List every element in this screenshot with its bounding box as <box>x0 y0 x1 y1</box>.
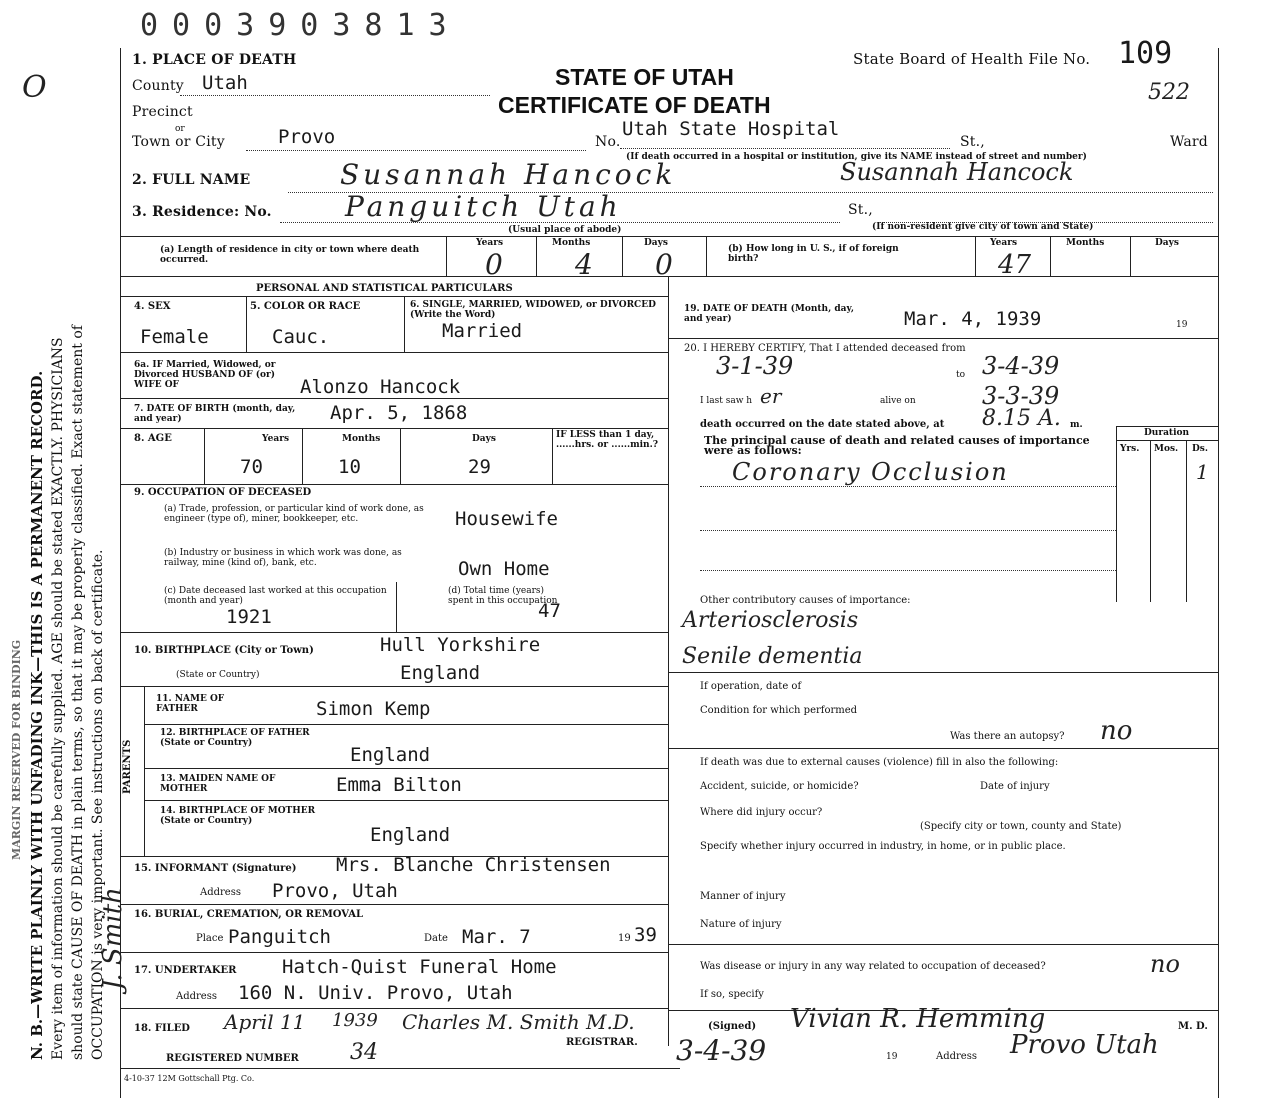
marital-value: Married <box>442 320 523 342</box>
certificate-title: CERTIFICATE OF DEATH <box>498 92 771 118</box>
undertaker-label: 17. UNDERTAKER <box>134 965 237 976</box>
sign-century-label: 19 <box>886 1052 898 1062</box>
town-label: Town or City <box>132 134 225 150</box>
father-value: Simon Kemp <box>316 698 431 720</box>
occupation-d-label: (d) Total time (years) spent in this occupation <box>448 586 558 606</box>
res-years-label: Years <box>476 238 504 248</box>
age-days-value: 29 <box>468 456 491 478</box>
margin-note-line3: should state CAUSE OF DEATH in plain terms, so that it may be properly classified. Exact statement of <box>70 325 86 1060</box>
age-years-value: 70 <box>240 456 263 478</box>
burial-date-label: Date <box>424 933 448 944</box>
age-years-label: Years <box>262 434 290 444</box>
ward-label: Ward <box>1170 134 1208 150</box>
registered-number-value: 34 <box>350 1040 378 1065</box>
birthplace-state-label: (State or Country) <box>176 670 260 680</box>
burial-century-label: 19 <box>618 933 631 944</box>
occupation-a-label: (a) Trade, profession, or particular kind of work done, as engineer (type of), miner, bookkeeper, etc. <box>164 504 424 524</box>
death-time-m-label: m. <box>1070 420 1083 430</box>
sex-value: Female <box>140 326 209 348</box>
occupation-b-label: (b) Industry or business in which work was done, as railway, mine (kind of), bank, etc. <box>164 548 402 568</box>
certify-label: 20. I HEREBY CERTIFY, That I attended deceased from <box>684 343 966 354</box>
residence-label: 3. Residence: No. <box>132 204 272 220</box>
institution-value: Utah State Hospital <box>622 118 840 140</box>
autopsy-label: Was there an autopsy? <box>950 731 1065 742</box>
attended-from-value: 3-1-39 <box>716 352 794 380</box>
registrar-label: REGISTRAR. <box>566 1037 638 1048</box>
full-name-handwritten: Susannah Hancock <box>340 158 677 191</box>
dod-century-label: 19 <box>1176 320 1188 330</box>
undertaker-address-value: 160 N. Univ. Provo, Utah <box>238 982 513 1004</box>
us-days-label: Days <box>1155 238 1179 248</box>
spouse-label: 6a. IF Married, Widowed, or Divorced HUSBAND OF (or) WIFE OF <box>134 360 276 390</box>
alive-on-label: alive on <box>880 396 916 406</box>
residence-st-label: St., <box>848 202 873 218</box>
filed-year-value: 1939 <box>332 1010 378 1031</box>
manner-label: Manner of injury <box>700 891 786 902</box>
no-label: No. <box>595 134 621 150</box>
age-months-label: Months <box>342 434 381 444</box>
operation-label: If operation, date of <box>700 681 802 692</box>
street-label: St., <box>960 134 985 150</box>
duration-yrs-label: Yrs. <box>1120 444 1140 454</box>
us-years-label: Years <box>990 238 1018 248</box>
or-label: or <box>175 124 185 134</box>
res-days-value: 0 <box>655 248 673 281</box>
printer-footer: 4-10-37 12M Gottschall Ptg. Co. <box>124 1074 255 1083</box>
res-months-value: 4 <box>575 248 593 281</box>
town-value: Provo <box>278 126 336 148</box>
county-label: County <box>132 78 184 94</box>
res-days-label: Days <box>644 238 668 248</box>
other-cause-2: Senile dementia <box>682 644 863 669</box>
full-name-typed: Susannah Hancock <box>840 158 1074 186</box>
mother-birthplace-value: England <box>370 824 451 846</box>
us-residence-label: (b) How long in U. S., if of foreign birth? <box>728 244 899 264</box>
burial-year-value: 39 <box>634 924 657 946</box>
informant-value: Mrs. Blanche Christensen <box>336 854 611 876</box>
res-months-label: Months <box>552 238 591 248</box>
birthplace-label: 10. BIRTHPLACE (City or Town) <box>134 645 314 656</box>
informant-address-label: Address <box>200 887 241 898</box>
place-of-death-label: 1. PLACE OF DEATH <box>132 52 297 68</box>
color-value: Cauc. <box>272 326 330 348</box>
color-label: 5. COLOR OR RACE <box>250 301 361 312</box>
other-causes-label: Other contributory causes of importance: <box>700 595 911 606</box>
signed-label: (Signed) <box>708 1021 757 1032</box>
sex-label: 4. SEX <box>134 301 171 312</box>
undertaker-value: Hatch-Quist Funeral Home <box>282 956 557 978</box>
occupation-related-value: no <box>1150 950 1180 978</box>
attended-to-label: to <box>956 370 966 380</box>
frame-left <box>120 48 121 1098</box>
alive-on-value: 3-3-39 <box>982 382 1060 410</box>
age-days-label: Days <box>472 434 496 444</box>
sign-date-value: 3-4-39 <box>676 1034 767 1067</box>
if-so-label: If so, specify <box>700 989 764 1000</box>
registered-number-label: REGISTERED NUMBER <box>166 1053 299 1064</box>
nature-label: Nature of injury <box>700 919 782 930</box>
occupation-a-value: Housewife <box>455 508 558 530</box>
usual-abode-note: (Usual place of abode) <box>508 225 622 235</box>
filed-label: 18. FILED <box>134 1023 190 1034</box>
father-birthplace-label: 12. BIRTHPLACE OF FATHER (State or Country) <box>160 728 310 748</box>
age-months-value: 10 <box>338 456 361 478</box>
personal-section-label: PERSONAL AND STATISTICAL PARTICULARS <box>256 283 513 294</box>
attended-to-value: 3-4-39 <box>982 352 1060 380</box>
mother-value: Emma Bilton <box>336 774 462 796</box>
burial-label: 16. BURIAL, CREMATION, OR REMOVAL <box>134 909 364 920</box>
birthplace-country-value: England <box>400 662 481 684</box>
occupation-d-value: 47 <box>538 600 561 622</box>
occupation-b-value: Own Home <box>458 558 550 580</box>
father-label: 11. NAME OF FATHER <box>156 694 225 714</box>
last-saw-label: I last saw h <box>700 396 753 406</box>
injury-where-label: Where did injury occur? <box>700 807 823 818</box>
burial-place-value: Panguitch <box>228 926 331 948</box>
duration-label: Duration <box>1144 428 1190 438</box>
informant-label: 15. INFORMANT (Signature) <box>134 863 297 874</box>
physician-address-value: Provo Utah <box>1010 1030 1159 1060</box>
duration-mos-label: Mos. <box>1154 444 1179 454</box>
physician-address-label: Address <box>936 1051 977 1062</box>
state-title: STATE OF UTAH <box>555 64 734 90</box>
birthplace-city-value: Hull Yorkshire <box>380 634 541 656</box>
age-label: 8. AGE <box>134 433 172 444</box>
us-months-label: Months <box>1066 238 1105 248</box>
accident-label: Accident, suicide, or homicide? <box>700 781 859 792</box>
external-causes-label: If death was due to external causes (violence) fill in also the following: <box>700 757 1059 768</box>
mother-label: 13. MAIDEN NAME OF MOTHER <box>160 774 276 794</box>
physician-signature: Vivian R. Hemming <box>790 1004 1046 1034</box>
occupation-label: 9. OCCUPATION OF DECEASED <box>134 487 312 498</box>
res-years-value: 0 <box>485 248 503 281</box>
other-cause-1: Arteriosclerosis <box>682 608 859 633</box>
injury-specify-label: (Specify city or town, county and State) <box>920 821 1122 832</box>
frame-right <box>1218 48 1219 1098</box>
precinct-label: Precinct <box>132 104 193 120</box>
injury-industry-label: Specify whether injury occurred in industry, in home, or in public place. <box>700 841 1066 852</box>
death-time-value: 8.15 A. <box>982 406 1061 431</box>
file-label: State Board of Health File No. <box>853 50 1091 68</box>
marital-label: 6. SINGLE, MARRIED, WIDOWED, or DIVORCED (Write the Word) <box>410 300 656 320</box>
death-time-label: death occurred on the date stated above, at <box>700 419 945 430</box>
extra-number: 522 <box>1148 80 1190 105</box>
margin-note-line1: N. B.—WRITE PLAINLY WITH UNFADING INK—THIS IS A PERMANENT RECORD. <box>28 370 46 1060</box>
duration-ds-label: Ds. <box>1192 444 1209 454</box>
margin-signature: J. Smith <box>98 887 128 990</box>
undertaker-address-label: Address <box>176 991 217 1002</box>
occupation-related-label: Was disease or injury in any way related to occupation of deceased? <box>700 961 1046 972</box>
file-number: 109 <box>1118 36 1173 71</box>
injury-date-label: Date of injury <box>980 781 1050 792</box>
serial-number: 0003903813 <box>140 8 461 43</box>
less-than-day-label: IF LESS than 1 day, ......hrs. or ......min.? <box>556 430 658 450</box>
dob-label: 7. DATE OF BIRTH (month, day, and year) <box>134 404 296 424</box>
occupation-c-value: 1921 <box>226 606 272 628</box>
margin-note-line2: Every item of information should be carefully supplied. AGE should be stated EXACTLY. PHYSICIANS <box>50 337 66 1060</box>
burial-date-value: Mar. 7 <box>462 926 531 948</box>
condition-label: Condition for which performed <box>700 705 858 716</box>
date-of-death-label: 19. DATE OF DEATH (Month, day, and year) <box>684 304 854 324</box>
informant-address-value: Provo, Utah <box>272 880 398 902</box>
parents-label: PARENTS <box>122 739 133 794</box>
column-divider <box>668 276 669 1046</box>
autopsy-value: no <box>1100 716 1133 746</box>
father-birthplace-value: England <box>350 744 431 766</box>
county-value: Utah <box>202 72 248 94</box>
occupation-c-label: (c) Date deceased last worked at this occupation (month and year) <box>164 586 387 606</box>
full-name-label: 2. FULL NAME <box>132 172 251 188</box>
cause-value: Coronary Occlusion <box>732 458 1009 486</box>
md-label: M. D. <box>1178 1021 1208 1032</box>
burial-place-label: Place <box>196 933 224 944</box>
mother-birthplace-label: 14. BIRTHPLACE OF MOTHER (State or Country) <box>160 806 316 826</box>
cause-label: The principal cause of death and related causes of importance were as follows: <box>704 434 1090 457</box>
dob-value: Apr. 5, 1868 <box>330 402 468 424</box>
last-saw-value: er <box>760 384 782 408</box>
filed-date-value: April 11 <box>224 1010 306 1034</box>
spouse-value: Alonzo Hancock <box>300 376 461 398</box>
margin-binding-note: MARGIN RESERVED FOR BINDING <box>10 639 23 860</box>
date-of-death-value: Mar. 4, 1939 <box>904 308 1042 330</box>
margin-circle-mark: O <box>22 70 47 105</box>
residence-value: Panguitch Utah <box>345 190 622 223</box>
nonresident-note: (If non-resident give city of town and State) <box>872 222 1094 232</box>
us-years-value: 47 <box>998 250 1032 280</box>
cause-duration-days: 1 <box>1196 460 1209 484</box>
registrar-signature: Charles M. Smith M.D. <box>402 1010 635 1034</box>
margin-note-line4: OCCUPATION is very important. See instructions on back of certificate. <box>90 549 106 1060</box>
institution-note: (If death occurred in a hospital or institution, give its NAME instead of street and number) <box>626 152 1087 162</box>
length-of-residence-label: (a) Length of residence in city or town where death occurred. <box>160 245 420 265</box>
